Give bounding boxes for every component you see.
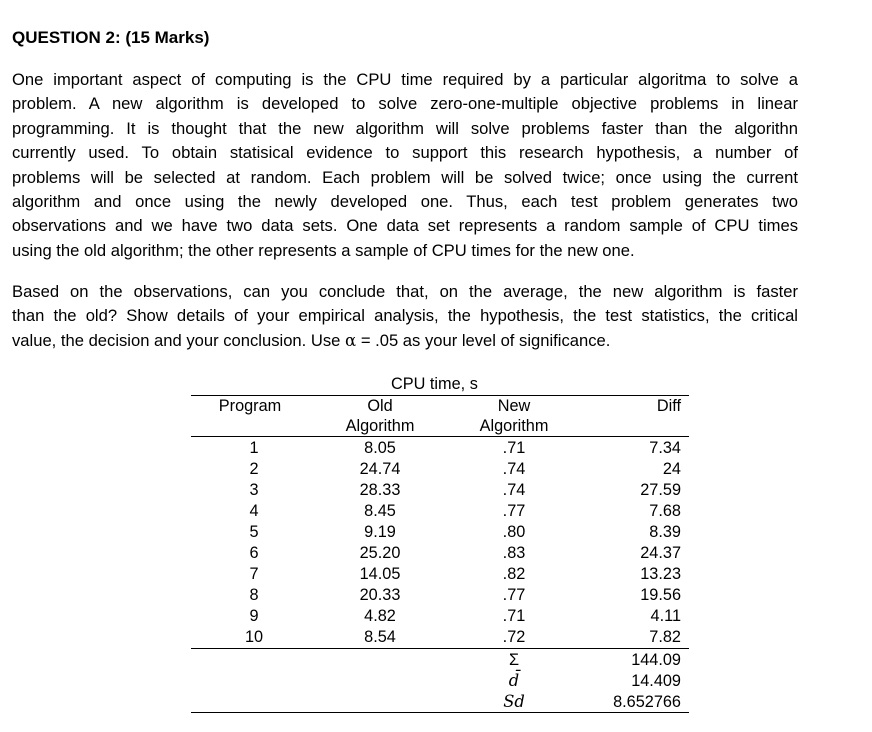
cell-new: .80 [502,523,526,541]
cell-program: 6 [249,544,259,562]
paragraph-line: problems will be selected at random. Each problem will be solved twice; once using the current [12,167,798,187]
sd-value: 8.652766 [613,693,681,711]
cell-old: 8.45 [364,502,396,520]
cell-diff: 24.37 [640,544,681,562]
sum-symbol: Σ [508,651,520,669]
cell-new: .82 [502,565,526,583]
paragraph-text: = .05 as your level of significance. [356,330,611,350]
table-header-rule [191,436,689,437]
cell-program: 8 [249,586,259,604]
mean-value: 14.409 [631,672,681,690]
cell-program: 3 [249,481,259,499]
cell-new: .83 [502,544,526,562]
cell-diff: 4.11 [650,607,681,625]
column-header-old: Old [367,397,393,415]
cell-program: 2 [249,460,259,478]
column-header-old-sub: Algorithm [345,417,415,435]
cell-diff: 7.68 [649,502,681,520]
question-paragraph-1 [12,68,798,263]
cell-new: .74 [502,481,526,499]
cell-new: .71 [502,439,526,457]
paragraph-line: algorithm and once using the newly developed one. Thus, each test problem generates two [12,192,798,212]
table-bottom-rule [191,712,689,713]
cell-diff: 8.39 [649,523,681,541]
cell-new: .77 [502,502,526,520]
cell-diff: 24 [662,460,681,478]
cell-diff: 7.34 [649,439,681,457]
paragraph-line [12,329,798,353]
cell-old: 25.20 [359,544,401,562]
cell-program: 1 [249,439,259,457]
cell-program: 7 [249,565,259,583]
cell-old: 8.54 [364,628,396,646]
cell-diff: 13.23 [640,565,681,583]
table-group-header: CPU time, s [391,375,478,393]
cell-new: .77 [502,586,526,604]
column-header-diff: Diff [656,397,681,415]
paragraph-line: problem. A new algorithm is developed to solve zero-one-multiple objective problems in linear [12,94,798,114]
cell-old: 24.74 [359,460,401,478]
sd-symbol: Sd [503,692,525,711]
cell-diff: 27.59 [640,481,681,499]
paragraph-line: Based on the observations, can you conclude that, on the average, the new algorithm is faster [12,282,798,301]
cell-diff: 19.56 [640,586,681,604]
column-header-new: New [497,397,531,415]
cell-program: 10 [244,628,264,646]
cell-program: 9 [249,607,259,625]
cell-old: 20.33 [359,586,401,604]
question-heading: QUESTION 2: (15 Marks) [12,28,210,47]
paragraph-line: programming. It is thought that the new algorithm will solve problems faster than the algorithn [12,118,798,138]
paragraph-line: using the old algorithm; the other represents a sample of CPU times for the new one. [12,240,635,260]
paragraph-line: One important aspect of computing is the CPU time required by a particular algoritma to solve a [12,70,798,89]
cell-new: .74 [502,460,526,478]
paragraph-text: value, the decision and your conclusion. Use [12,330,345,350]
cell-new: .71 [502,607,526,625]
cell-old: 28.33 [359,481,401,499]
alpha-symbol: α [345,330,357,350]
cell-program: 4 [249,502,259,520]
column-header-program: Program [218,397,282,415]
column-header-new-sub: Algorithm [479,417,549,435]
cell-old: 14.05 [359,565,401,583]
sum-value: 144.09 [631,651,681,669]
cell-diff: 7.82 [649,628,681,646]
cell-old: 8.05 [364,439,396,457]
paragraph-line: currently used. To obtain statisical evidence to support this research hypothesis, a number of [12,143,798,163]
table-body-rule [191,648,689,649]
table-top-rule [191,395,689,396]
cell-program: 5 [249,523,259,541]
cell-old: 4.82 [364,607,396,625]
question-paragraph-2 [12,280,798,353]
cell-new: .72 [502,628,526,646]
paragraph-line: than the old? Show details of your empirical analysis, the hypothesis, the test statistics, the critical [12,306,798,326]
paragraph-line: observations and we have two data sets. One data set represents a random sample of CPU times [12,216,798,236]
cell-old: 9.19 [364,523,396,541]
mean-symbol: d̄ [508,671,520,690]
